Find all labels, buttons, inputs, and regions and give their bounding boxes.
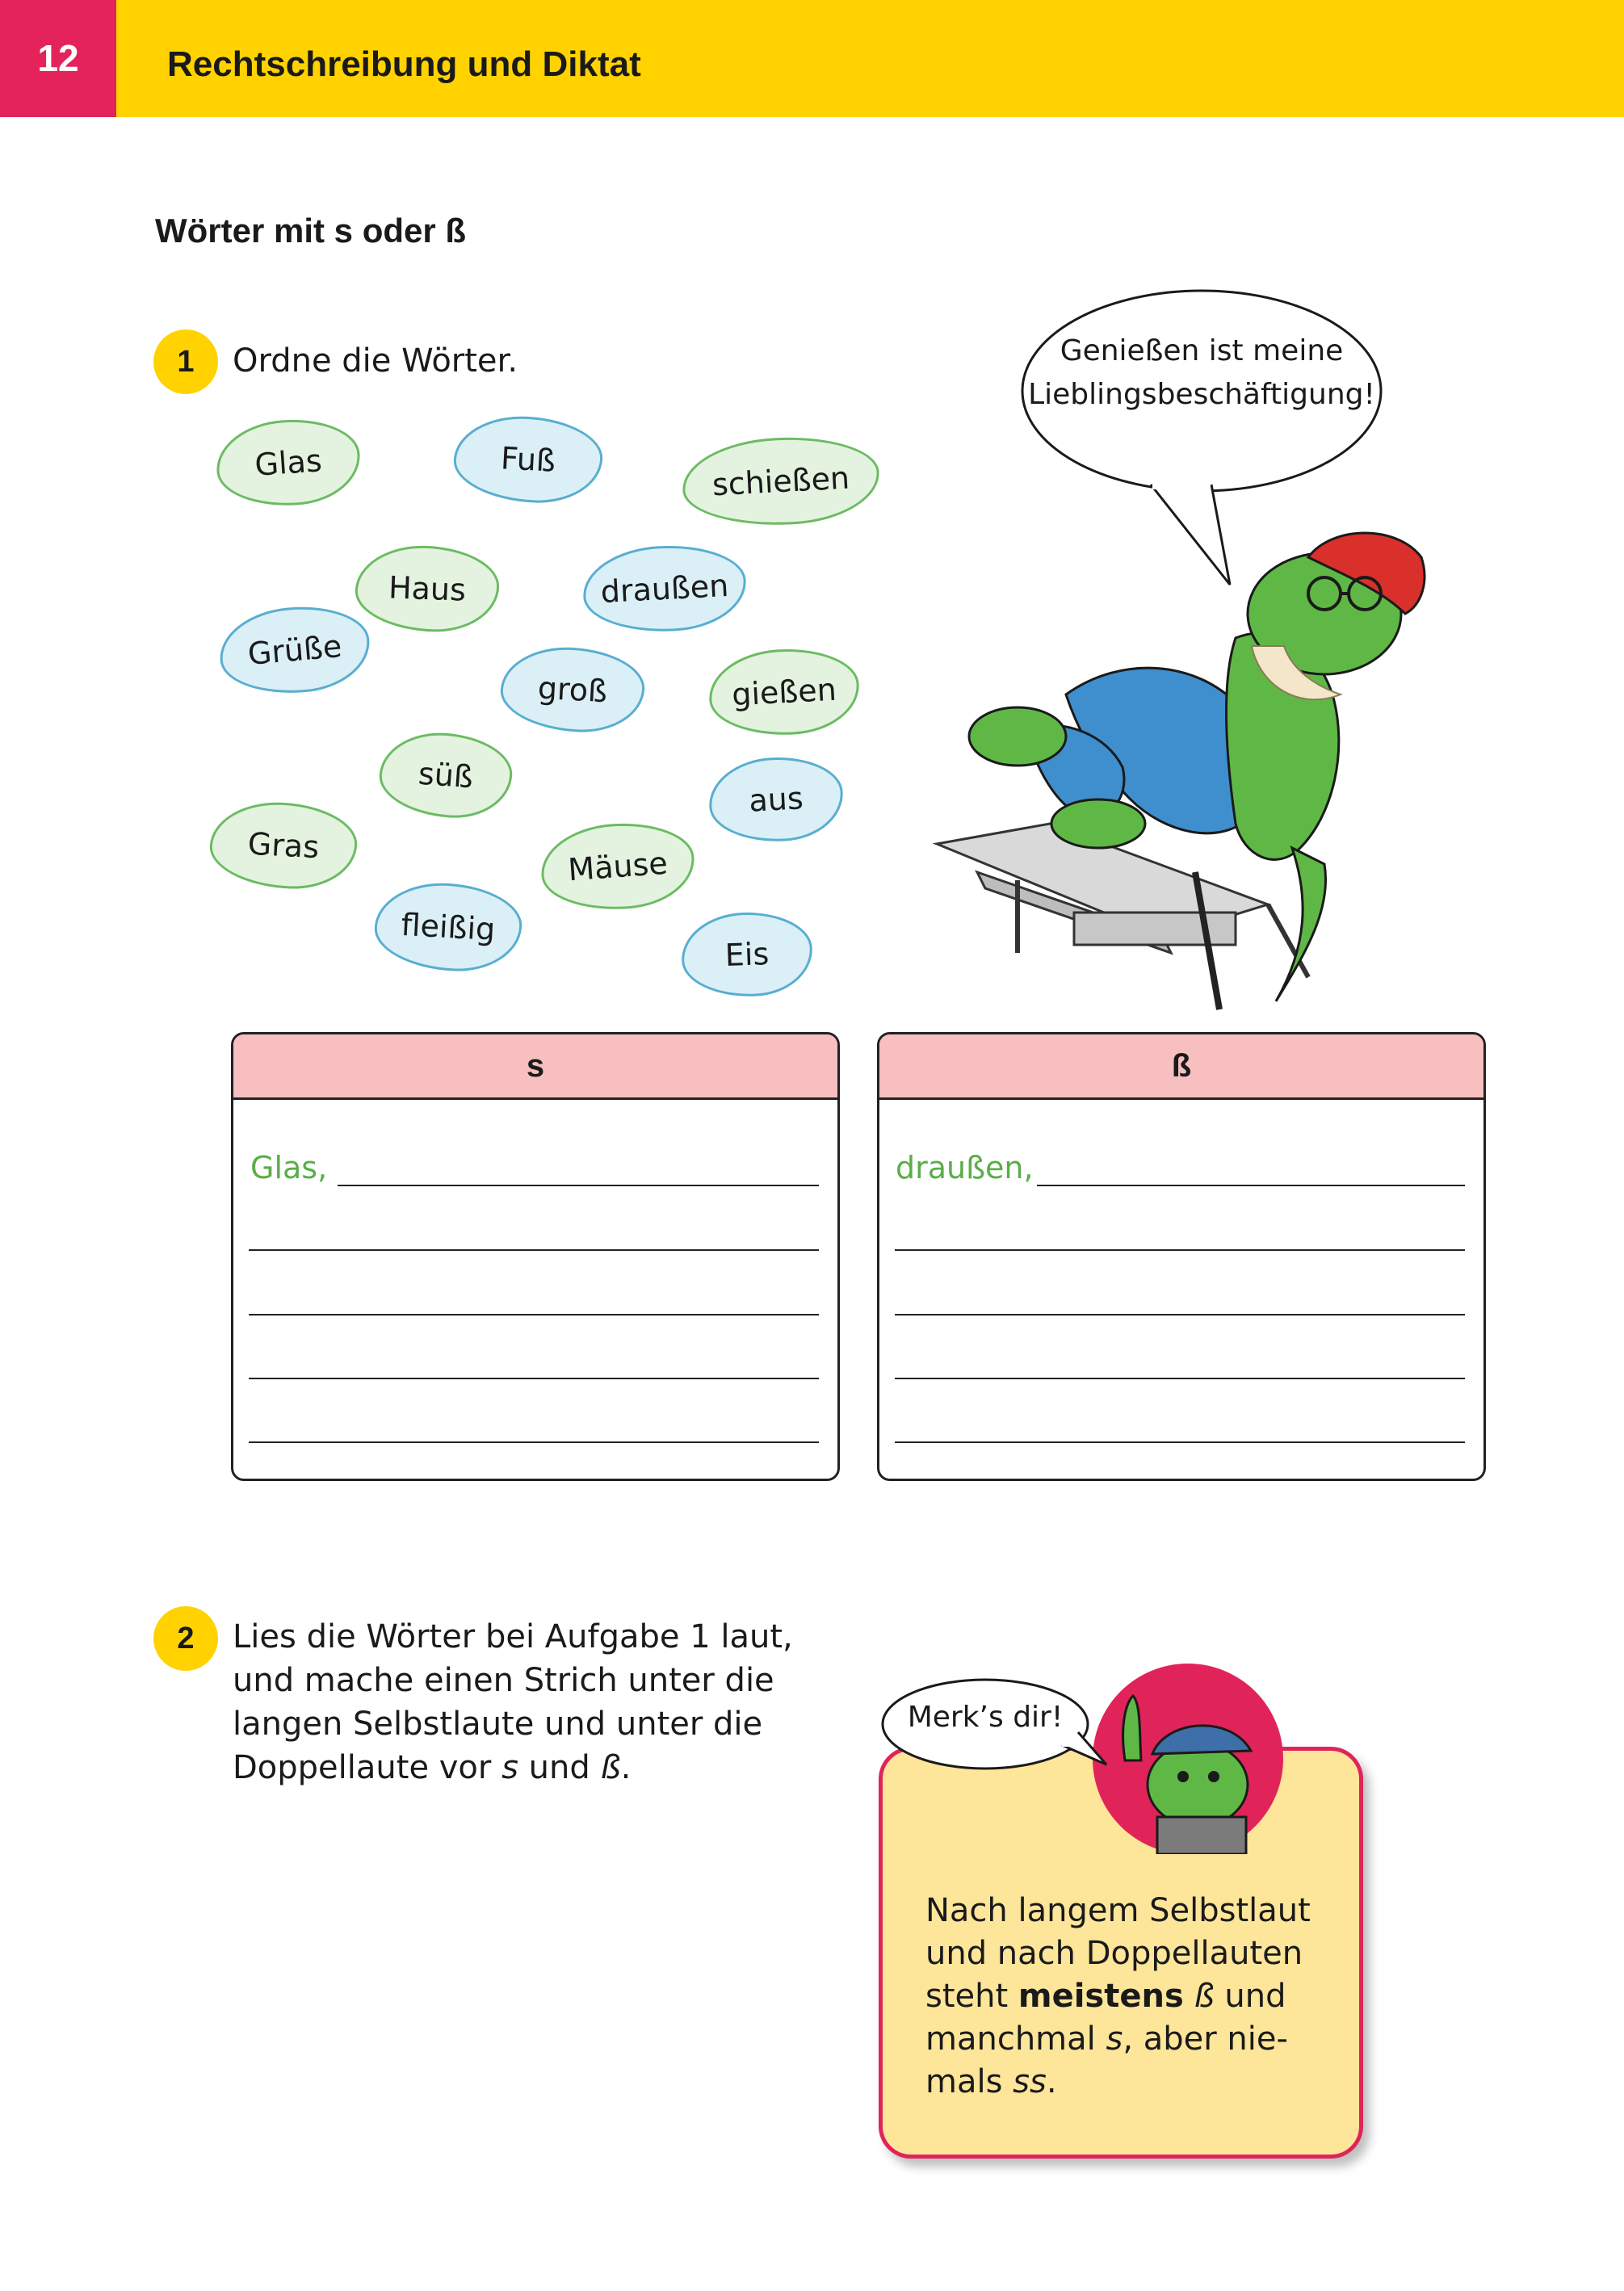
table-s-sample-word: Glas, — [250, 1150, 328, 1185]
table-sz-writing-line-4[interactable] — [895, 1378, 1465, 1379]
word-blob-maeuse: Mäuse — [539, 819, 698, 915]
task-1-instruction: Ordne die Wörter. — [233, 342, 518, 380]
table-s-writing-line-2[interactable] — [249, 1249, 819, 1251]
crocodile-portrait — [1093, 1664, 1283, 1854]
table-s-writing-line-1[interactable] — [338, 1185, 819, 1186]
task-2-line-3: langen Selbstlaute und unter die — [233, 1706, 763, 1743]
task-1-number: 1 — [153, 329, 218, 394]
table-sz-writing-line-2[interactable] — [895, 1249, 1465, 1251]
word-blob-giessen: gießen — [707, 645, 861, 739]
merk-bubble-text: Merk’s dir! — [907, 1701, 1064, 1734]
crocodile-deckchair-illustration — [929, 525, 1478, 1026]
word-blob-fleissig: fleißig — [372, 879, 523, 974]
word-blob-fuss: Fuß — [451, 413, 604, 506]
task-2-number: 2 — [153, 1606, 218, 1671]
task-2-instruction — [233, 1615, 846, 1790]
word-blob-aus: aus — [707, 754, 845, 845]
table-sz-sample-word: draußen, — [896, 1150, 1034, 1185]
crocodile-portrait-icon — [1093, 1664, 1283, 1854]
table-s — [231, 1032, 840, 1481]
task-2-line-4: Doppellaute vor s und ß. — [233, 1749, 632, 1786]
table-sz-header: ß — [879, 1034, 1483, 1100]
table-sz-writing-line-5[interactable] — [895, 1441, 1465, 1443]
word-blob-eis: Eis — [680, 910, 814, 999]
word-blob-suess: süß — [377, 728, 515, 821]
word-blob-gras: Gras — [208, 799, 359, 892]
table-s-header: s — [233, 1034, 837, 1100]
speech-bubble-text — [1024, 329, 1379, 417]
table-sz-writing-line-1[interactable] — [1037, 1185, 1465, 1186]
table-s-writing-line-5[interactable] — [249, 1441, 819, 1443]
page-number: 12 — [37, 37, 79, 79]
speech-bubble-line-2: Lieblingsbeschäftigung! — [1028, 378, 1375, 411]
speech-bubble-line-1: Genießen ist meine — [1060, 334, 1344, 367]
word-blob-gruesse: Grüße — [216, 601, 374, 699]
table-sz-writing-line-3[interactable] — [895, 1314, 1465, 1315]
task-2-line-2: und mache einen Strich unter die — [233, 1662, 774, 1699]
word-blob-schiessen: schießen — [680, 433, 881, 531]
word-blob-haus: Haus — [354, 543, 501, 634]
chapter-title: Rechtschreibung und Diktat — [167, 44, 641, 84]
table-sz — [877, 1032, 1486, 1481]
merk-text: Nach langem Selbstlaut und nach Doppellauten steht meistens ß und manchmal s, aber nie- mals ss. — [925, 1892, 1311, 2100]
table-s-writing-line-3[interactable] — [249, 1314, 819, 1315]
task-2-line-1: Lies die Wörter bei Aufgabe 1 laut, — [233, 1618, 793, 1655]
section-title: Wörter mit s oder ß — [155, 212, 467, 250]
table-s-writing-line-4[interactable] — [249, 1378, 819, 1379]
word-blob-glas: Glas — [214, 415, 363, 510]
word-blob-gross: groß — [498, 644, 646, 735]
word-blob-draussen: draußen — [581, 542, 748, 636]
